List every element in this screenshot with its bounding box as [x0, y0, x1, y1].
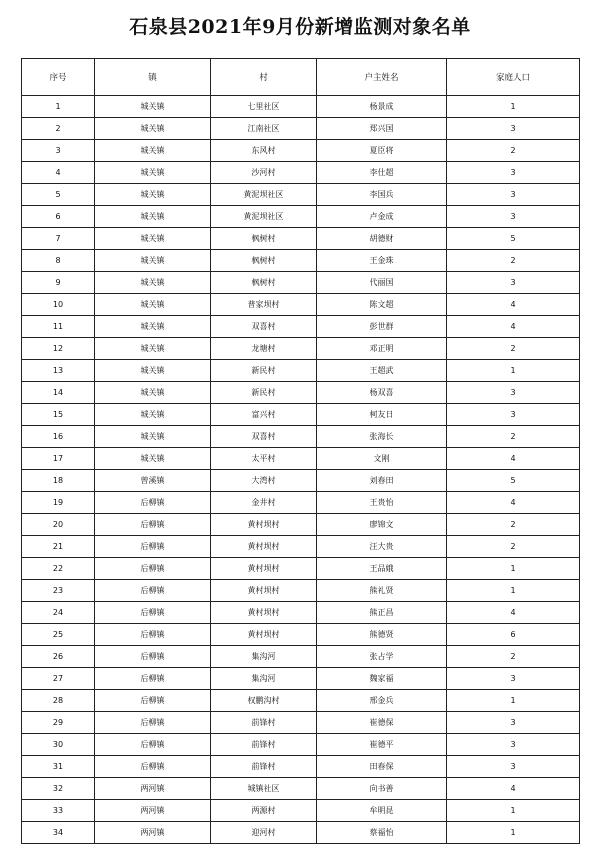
- town-cell: 后柳镇: [95, 646, 211, 668]
- header-serial-number: 序号: [22, 59, 95, 96]
- table-row: [22, 712, 580, 734]
- village-cell: 集沟河: [211, 646, 317, 668]
- village-cell: 黄村坝村: [211, 624, 317, 646]
- table-row: [22, 778, 580, 800]
- householder-name-cell: 胡德财: [317, 228, 447, 250]
- village-cell: 双喜村: [211, 316, 317, 338]
- householder-name-cell: 熊礼贤: [317, 580, 447, 602]
- town-cell: 两河镇: [95, 800, 211, 822]
- serial-number-cell: 9: [22, 272, 95, 294]
- village-cell: 七里社区: [211, 96, 317, 118]
- householder-name-cell: 文刚: [317, 448, 447, 470]
- serial-number-cell: 24: [22, 602, 95, 624]
- serial-number-cell: 8: [22, 250, 95, 272]
- town-cell: 城关镇: [95, 382, 211, 404]
- town-cell: 城关镇: [95, 404, 211, 426]
- serial-number-cell: 26: [22, 646, 95, 668]
- village-cell: 黄泥坝社区: [211, 184, 317, 206]
- table-row: [22, 580, 580, 602]
- roster-body: [22, 96, 580, 844]
- household-size-cell: 3: [447, 184, 580, 206]
- village-cell: 集沟河: [211, 668, 317, 690]
- table-row: [22, 756, 580, 778]
- table-row: [22, 734, 580, 756]
- table-row: [22, 668, 580, 690]
- town-cell: 后柳镇: [95, 602, 211, 624]
- serial-number-cell: 5: [22, 184, 95, 206]
- table-row: [22, 250, 580, 272]
- town-cell: 城关镇: [95, 250, 211, 272]
- village-cell: 黄村坝村: [211, 558, 317, 580]
- serial-number-cell: 1: [22, 96, 95, 118]
- household-size-cell: 4: [447, 448, 580, 470]
- town-cell: 后柳镇: [95, 690, 211, 712]
- householder-name-cell: 廖锦文: [317, 514, 447, 536]
- town-cell: 城关镇: [95, 426, 211, 448]
- householder-name-cell: 张占学: [317, 646, 447, 668]
- village-cell: 权鹏沟村: [211, 690, 317, 712]
- village-cell: 双喜村: [211, 426, 317, 448]
- householder-name-cell: 熊德贤: [317, 624, 447, 646]
- header-householder-name: 户主姓名: [317, 59, 447, 96]
- household-size-cell: 3: [447, 118, 580, 140]
- table-row: [22, 558, 580, 580]
- village-cell: 两源村: [211, 800, 317, 822]
- table-row: [22, 228, 580, 250]
- village-cell: 新民村: [211, 360, 317, 382]
- table-row: [22, 316, 580, 338]
- serial-number-cell: 4: [22, 162, 95, 184]
- table-row: [22, 272, 580, 294]
- serial-number-cell: 25: [22, 624, 95, 646]
- serial-number-cell: 27: [22, 668, 95, 690]
- serial-number-cell: 33: [22, 800, 95, 822]
- town-cell: 城关镇: [95, 316, 211, 338]
- town-cell: 城关镇: [95, 228, 211, 250]
- village-cell: 迎河村: [211, 822, 317, 844]
- header-row: [22, 59, 580, 96]
- table-row: [22, 338, 580, 360]
- serial-number-cell: 34: [22, 822, 95, 844]
- household-size-cell: 6: [447, 624, 580, 646]
- householder-name-cell: 牟明昆: [317, 800, 447, 822]
- table-row: [22, 822, 580, 844]
- household-size-cell: 1: [447, 690, 580, 712]
- town-cell: 城关镇: [95, 206, 211, 228]
- village-cell: 太平村: [211, 448, 317, 470]
- header-household-size: 家庭人口: [447, 59, 580, 96]
- household-size-cell: 4: [447, 602, 580, 624]
- householder-name-cell: 熊正昌: [317, 602, 447, 624]
- householder-name-cell: 陈文超: [317, 294, 447, 316]
- serial-number-cell: 14: [22, 382, 95, 404]
- town-cell: 曾溪镇: [95, 470, 211, 492]
- serial-number-cell: 18: [22, 470, 95, 492]
- householder-name-cell: 蔡福怡: [317, 822, 447, 844]
- table-row: [22, 360, 580, 382]
- household-size-cell: 2: [447, 514, 580, 536]
- household-size-cell: 2: [447, 140, 580, 162]
- householder-name-cell: 李仕超: [317, 162, 447, 184]
- village-cell: 大湾村: [211, 470, 317, 492]
- table-row: [22, 800, 580, 822]
- document-title: 石泉县2021年9月份新增监测对象名单: [129, 16, 471, 38]
- town-cell: 城关镇: [95, 448, 211, 470]
- table-row: [22, 426, 580, 448]
- householder-name-cell: 邢金兵: [317, 690, 447, 712]
- table-row: [22, 448, 580, 470]
- serial-number-cell: 15: [22, 404, 95, 426]
- householder-name-cell: 王品娥: [317, 558, 447, 580]
- household-size-cell: 3: [447, 734, 580, 756]
- town-cell: 后柳镇: [95, 668, 211, 690]
- householder-name-cell: 向书善: [317, 778, 447, 800]
- village-cell: 枫树村: [211, 250, 317, 272]
- town-cell: 城关镇: [95, 184, 211, 206]
- table-row: [22, 140, 580, 162]
- town-cell: 城关镇: [95, 272, 211, 294]
- town-cell: 城关镇: [95, 118, 211, 140]
- town-cell: 城关镇: [95, 338, 211, 360]
- household-size-cell: 2: [447, 536, 580, 558]
- householder-name-cell: 郑兴国: [317, 118, 447, 140]
- household-size-cell: 2: [447, 338, 580, 360]
- household-size-cell: 3: [447, 756, 580, 778]
- serial-number-cell: 11: [22, 316, 95, 338]
- serial-number-cell: 17: [22, 448, 95, 470]
- household-size-cell: 1: [447, 96, 580, 118]
- town-cell: 城关镇: [95, 162, 211, 184]
- householder-name-cell: 王贵怡: [317, 492, 447, 514]
- householder-name-cell: 崔德保: [317, 712, 447, 734]
- village-cell: 城镇社区: [211, 778, 317, 800]
- householder-name-cell: 刘春田: [317, 470, 447, 492]
- table-row: [22, 162, 580, 184]
- household-size-cell: 3: [447, 712, 580, 734]
- serial-number-cell: 28: [22, 690, 95, 712]
- serial-number-cell: 13: [22, 360, 95, 382]
- serial-number-cell: 12: [22, 338, 95, 360]
- village-cell: 黄村坝村: [211, 536, 317, 558]
- town-cell: 后柳镇: [95, 734, 211, 756]
- village-cell: 前锋村: [211, 712, 317, 734]
- household-size-cell: 1: [447, 360, 580, 382]
- village-cell: 前锋村: [211, 734, 317, 756]
- town-cell: 城关镇: [95, 96, 211, 118]
- householder-name-cell: 崔德平: [317, 734, 447, 756]
- serial-number-cell: 31: [22, 756, 95, 778]
- town-cell: 两河镇: [95, 822, 211, 844]
- village-cell: 枫树村: [211, 228, 317, 250]
- household-size-cell: 1: [447, 822, 580, 844]
- household-size-cell: 2: [447, 646, 580, 668]
- household-size-cell: 5: [447, 228, 580, 250]
- serial-number-cell: 10: [22, 294, 95, 316]
- serial-number-cell: 16: [22, 426, 95, 448]
- village-cell: 新民村: [211, 382, 317, 404]
- serial-number-cell: 19: [22, 492, 95, 514]
- header-village: 村: [211, 59, 317, 96]
- householder-name-cell: 杨双喜: [317, 382, 447, 404]
- serial-number-cell: 20: [22, 514, 95, 536]
- table-row: [22, 470, 580, 492]
- table-row: [22, 294, 580, 316]
- table-row: [22, 536, 580, 558]
- householder-name-cell: 杨景成: [317, 96, 447, 118]
- serial-number-cell: 7: [22, 228, 95, 250]
- household-size-cell: 4: [447, 778, 580, 800]
- table-row: [22, 404, 580, 426]
- table-row: [22, 382, 580, 404]
- householder-name-cell: 彭世群: [317, 316, 447, 338]
- householder-name-cell: 田春保: [317, 756, 447, 778]
- household-size-cell: 3: [447, 404, 580, 426]
- household-size-cell: 4: [447, 316, 580, 338]
- village-cell: 沙河村: [211, 162, 317, 184]
- village-cell: 江南社区: [211, 118, 317, 140]
- table-row: [22, 492, 580, 514]
- serial-number-cell: 23: [22, 580, 95, 602]
- table-row: [22, 514, 580, 536]
- table-row: [22, 118, 580, 140]
- household-size-cell: 3: [447, 668, 580, 690]
- householder-name-cell: 柯友日: [317, 404, 447, 426]
- householder-name-cell: 代丽国: [317, 272, 447, 294]
- household-size-cell: 1: [447, 580, 580, 602]
- table-row: [22, 624, 580, 646]
- serial-number-cell: 30: [22, 734, 95, 756]
- village-cell: 黄村坝村: [211, 580, 317, 602]
- village-cell: 金井村: [211, 492, 317, 514]
- town-cell: 两河镇: [95, 778, 211, 800]
- serial-number-cell: 3: [22, 140, 95, 162]
- householder-name-cell: 汪大贵: [317, 536, 447, 558]
- household-size-cell: 3: [447, 272, 580, 294]
- householder-name-cell: 魏家福: [317, 668, 447, 690]
- householder-name-cell: 张海长: [317, 426, 447, 448]
- householder-name-cell: 卢金成: [317, 206, 447, 228]
- village-cell: 东风村: [211, 140, 317, 162]
- village-cell: 枫树村: [211, 272, 317, 294]
- town-cell: 后柳镇: [95, 492, 211, 514]
- town-cell: 后柳镇: [95, 624, 211, 646]
- serial-number-cell: 32: [22, 778, 95, 800]
- town-cell: 城关镇: [95, 140, 211, 162]
- table-row: [22, 206, 580, 228]
- village-cell: 黄泥坝社区: [211, 206, 317, 228]
- village-cell: 富兴村: [211, 404, 317, 426]
- serial-number-cell: 29: [22, 712, 95, 734]
- header-town: 镇: [95, 59, 211, 96]
- household-size-cell: 4: [447, 492, 580, 514]
- table-row: [22, 602, 580, 624]
- serial-number-cell: 22: [22, 558, 95, 580]
- town-cell: 后柳镇: [95, 514, 211, 536]
- household-size-cell: 3: [447, 162, 580, 184]
- serial-number-cell: 2: [22, 118, 95, 140]
- table-row: [22, 184, 580, 206]
- town-cell: 城关镇: [95, 294, 211, 316]
- town-cell: 后柳镇: [95, 580, 211, 602]
- household-size-cell: 3: [447, 382, 580, 404]
- household-size-cell: 2: [447, 426, 580, 448]
- monitoring-roster-table: [21, 58, 580, 844]
- table-row: [22, 646, 580, 668]
- town-cell: 后柳镇: [95, 536, 211, 558]
- table-row: [22, 96, 580, 118]
- household-size-cell: 5: [447, 470, 580, 492]
- serial-number-cell: 21: [22, 536, 95, 558]
- village-cell: 前锋村: [211, 756, 317, 778]
- village-cell: 普家坝村: [211, 294, 317, 316]
- village-cell: 黄村坝村: [211, 602, 317, 624]
- householder-name-cell: 夏臣将: [317, 140, 447, 162]
- householder-name-cell: 李国兵: [317, 184, 447, 206]
- town-cell: 后柳镇: [95, 756, 211, 778]
- household-size-cell: 1: [447, 558, 580, 580]
- town-cell: 后柳镇: [95, 712, 211, 734]
- householder-name-cell: 邓正明: [317, 338, 447, 360]
- household-size-cell: 3: [447, 206, 580, 228]
- village-cell: 黄村坝村: [211, 514, 317, 536]
- table-row: [22, 690, 580, 712]
- town-cell: 城关镇: [95, 360, 211, 382]
- household-size-cell: 1: [447, 800, 580, 822]
- town-cell: 后柳镇: [95, 558, 211, 580]
- serial-number-cell: 6: [22, 206, 95, 228]
- village-cell: 龙塘村: [211, 338, 317, 360]
- householder-name-cell: 王金珠: [317, 250, 447, 272]
- household-size-cell: 2: [447, 250, 580, 272]
- household-size-cell: 4: [447, 294, 580, 316]
- householder-name-cell: 王超武: [317, 360, 447, 382]
